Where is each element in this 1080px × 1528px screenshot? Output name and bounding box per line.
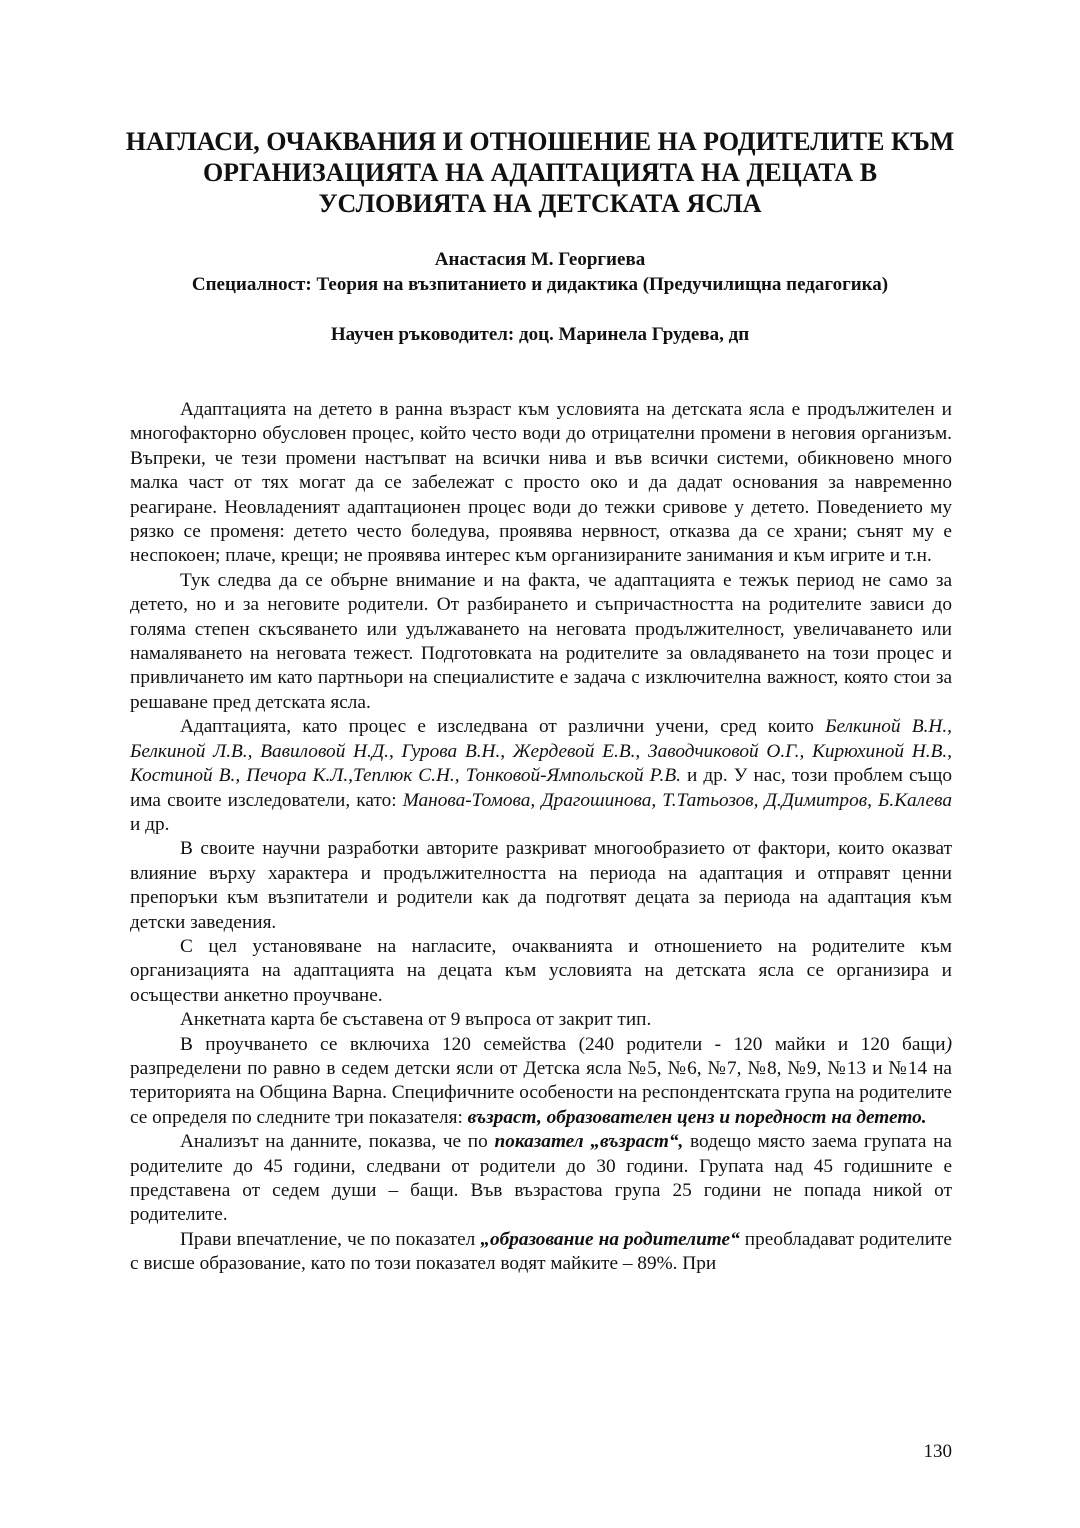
paragraph (130, 1033, 952, 1131)
italic-text: ) (945, 1033, 952, 1055)
paragraph (130, 715, 952, 837)
paragraph-text: и др. У нас, този проблем също има своите изследователи, като: (130, 765, 953, 811)
author-name: Анастасия М. Георгиева (434, 249, 646, 270)
paragraph-text: Адаптацията, като процес е изследвана от различни учени, сред които (180, 716, 826, 738)
title-line: УСЛОВИЯТА НА ДЕТСКАТА ЯСЛА (318, 189, 762, 218)
paragraph: В своите научни разработки авторите разкриват многообразието от фактори, които оказват влияние върху характера и продължителността на периода на адаптация и отправят ценни препоръки към възпитатели и родители как да подготвят децата за периода на адаптация към детски заведения. (130, 838, 952, 933)
paragraph (130, 1228, 952, 1277)
italic-authors-list: Манова-Томова, Драгошинова, Т.Татьозов, Д.Димитров, Б.Калева (402, 789, 952, 811)
paragraph: Адаптацията на детето в ранна възраст към условията на детската ясла е продължителен и многофакторно обусловен процес, който често води до отрицателни промени в неговия организъм. Въпреки, че тези промени настъпват на всички нива и във всички системи, обикновено много малка част от тях могат да се забележат с просто око и да дадат основания за навременно реагиране. Неовладеният адаптационен процес води до тежки сривове у детето. Поведението му рязко се променя: детето често боледува, проявява нервност, отказва да се храни; сънят му е неспокоен; плаче, крещи; не проявява интерес към организираните занимания и към игрите и т.н. (130, 399, 952, 567)
paragraph (130, 1130, 952, 1228)
paragraph-text: Прави впечатление, че по показател (180, 1228, 481, 1250)
italic-authors-list: Белкиной В.Н., Белкиной Л.В., Вавиловой Н.Д., Гурова В.Н., Жердевой Е.В., Заводчиковой О.Г., Кирюхиной Н.В., Костиной В., Печора К.Л.,Теплюк С.Н., Тонковой-Ямпольской Р.В. (130, 716, 952, 787)
paragraph-text: и др. (130, 813, 170, 835)
paragraph-text: Анализът на данните, показва, че по (180, 1131, 495, 1153)
paragraph: С цел установяване на нагласите, очакванията и отношението на родителите към организацията на адаптацията на децата към условията на детската ясла се организира и осъществи анкетно проучване. (130, 935, 952, 1006)
paragraph-text: разпределени по равно в седем детски ясли от Детска ясла №5, №6, №7, №8, №9, №13 и №14 на територията на Община Варна. Специфичните особености на респондентската група на родителите се определя по следните три показателя: (130, 1057, 952, 1128)
article-body (130, 398, 952, 1277)
paragraph: Тук следва да се обърне внимание и на факта, че адаптацията е тежък период не само за детето, но и за неговите родители. От разбирането и съпричастността на родителите зависи до голяма степен скъсяването или удължаването на неговата продължителност, увеличаването или намаляването на неговата тежест. Подготовката на родителите за овладяването на този процес и привличането им като партньори на специалистите е задача с изключителна важност, която стои за решаване пред детската ясла. (130, 569, 952, 713)
title-line: НАГЛАСИ, ОЧАКВАНИЯ И ОТНОШЕНИЕ НА РОДИТЕЛИТЕ КЪМ (125, 127, 955, 156)
paragraph-text: преобладават родителите с висше образование, като по този показател водят майките – 89%. При (130, 1228, 952, 1275)
bold-italic-indicator: „образование на родителите“ (480, 1228, 740, 1250)
paragraph: Анкетната карта бе съставена от 9 въпроса от закрит тип. (180, 1009, 652, 1031)
paragraph-text: В проучването се включиха 120 семейства (240 родители - 120 майки и 120 бащи (180, 1033, 946, 1055)
scientific-supervisor: Научен ръководител: доц. Маринела Грудева, дп (330, 324, 750, 345)
paragraph-text: водещо място заема групата на родителите до 45 години, следвани от родители до 30 години. Групата над 45 годишните е представена от седем души – бащи. Във възрастова група 25 години не попада никой от родителите. (130, 1131, 952, 1226)
title-line: ОРГАНИЗАЦИЯТА НА АДАПТАЦИЯТА НА ДЕЦАТА В (202, 158, 878, 187)
bold-italic-indicators: възраст, образователен ценз и поредност на детето. (467, 1106, 927, 1128)
page-number: 130 (923, 1441, 952, 1462)
author-specialty: Специалност: Теория на възпитанието и дидактика (Предучилищна педагогика) (191, 274, 889, 295)
paper-title (110, 126, 970, 219)
bold-italic-indicator: показател „възраст“, (494, 1131, 684, 1153)
